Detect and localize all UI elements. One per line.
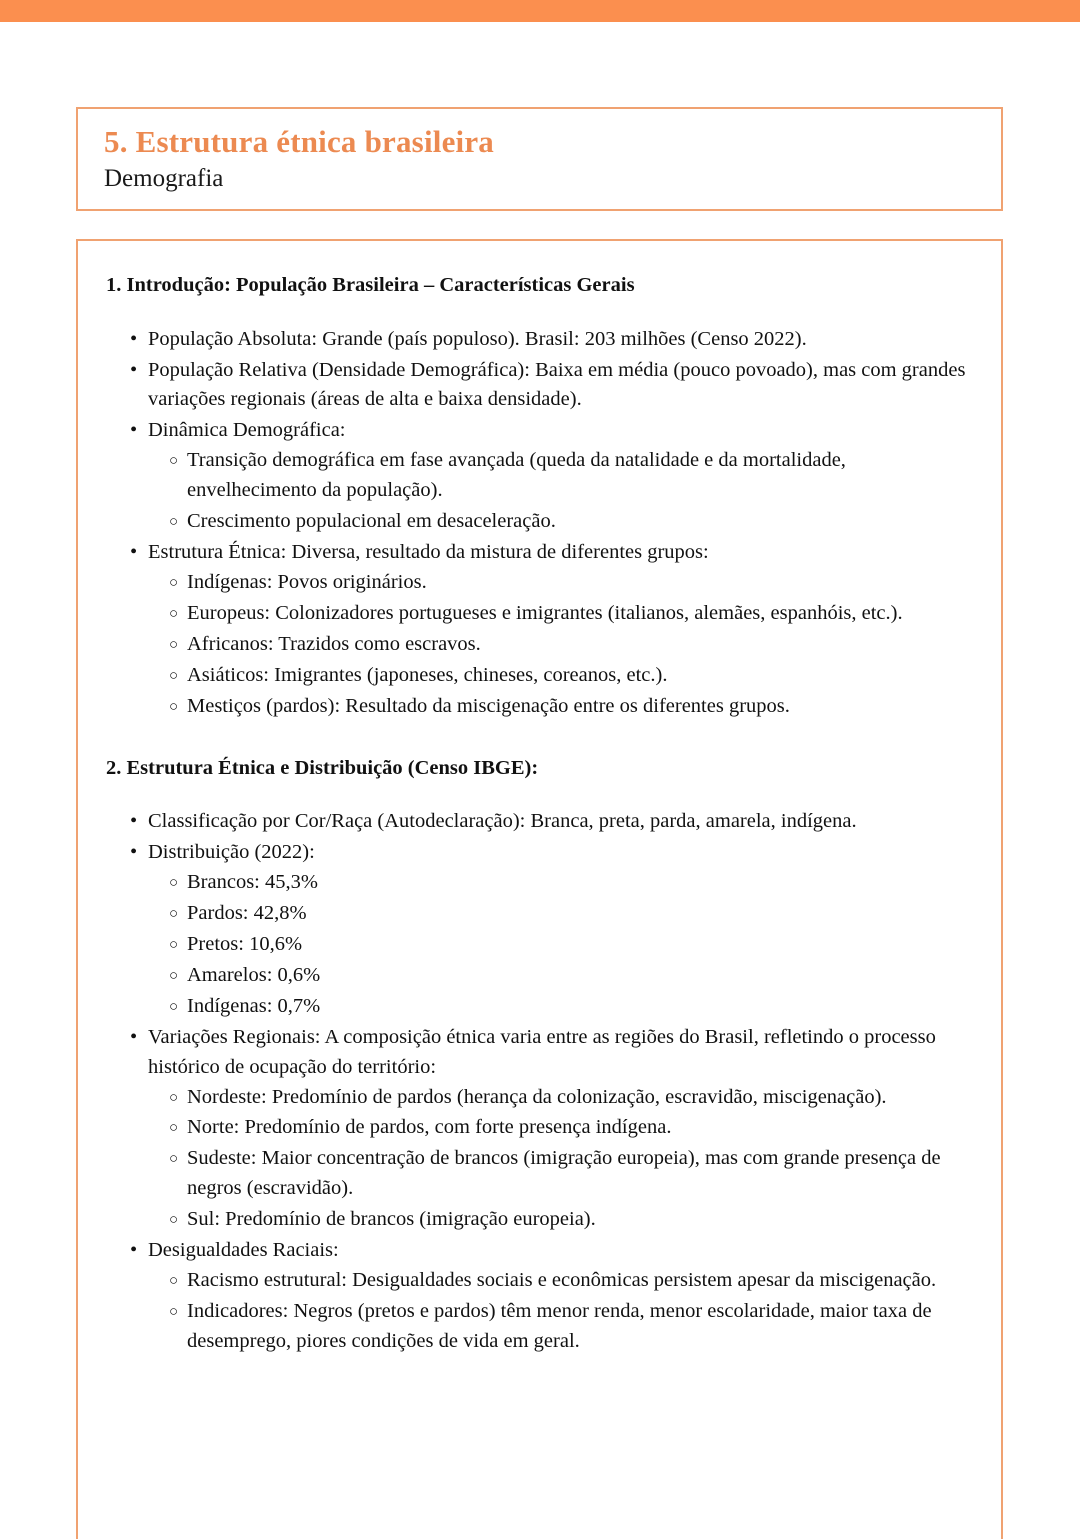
list-item [106, 325, 973, 355]
circle-bullet-icon: ○ [169, 575, 179, 591]
section-heading-1: 1. Introdução: População Brasileira – Características Gerais [106, 274, 635, 296]
circle-bullet-icon: ○ [169, 1151, 179, 1168]
sub-list-item-text: Transição demográfica em fase avançada (queda da natalidade e da mortalidade, envelhecimento da população). [187, 449, 846, 502]
sub-bullet-list [148, 1266, 973, 1357]
sub-list-item [148, 930, 973, 960]
sub-list-item [148, 599, 973, 629]
sub-list-item-text: Indígenas: Povos originários. [187, 571, 427, 593]
sub-list-item [148, 1144, 973, 1204]
bullet-marker-icon: • [130, 541, 138, 564]
sub-list-item [148, 1297, 973, 1357]
sub-list-item-text: Pardos: 42,8% [187, 902, 307, 924]
sub-list-item [148, 1083, 973, 1113]
sub-list-item-text: Norte: Predomínio de pardos, com forte presença indígena. [187, 1116, 672, 1139]
sub-list-item [148, 1266, 973, 1296]
content-body [78, 241, 1001, 1357]
list-item-text: Estrutura Étnica: Diversa, resultado da mistura de diferentes grupos: [148, 541, 709, 564]
sub-list-item-text: Nordeste: Predomínio de pardos (herança da colonização, escravidão, miscigenação). [187, 1085, 887, 1108]
sub-list-item-text: Amarelos: 0,6% [187, 963, 321, 986]
sub-list-item [148, 630, 973, 660]
bullet-marker-icon: • [130, 358, 138, 381]
list-item-text: População Relativa (Densidade Demográfica): Baixa em média (pouco povoado), mas com grandes variações regionais (áreas de alta e baixa densidade). [148, 358, 966, 411]
list-item-text: Desigualdades Raciais: [148, 1239, 339, 1262]
circle-bullet-icon: ○ [169, 1212, 179, 1229]
header-inner [78, 109, 1001, 194]
sub-list-item [148, 868, 973, 898]
sub-list-item-text: Sudeste: Maior concentração de brancos (imigração europeia), mas com grande presença de negros (escravidão). [187, 1147, 941, 1200]
bullet-marker-icon: • [130, 1025, 138, 1048]
circle-bullet-icon: ○ [169, 875, 179, 892]
circle-bullet-icon: ○ [169, 967, 179, 984]
sub-list-item [148, 661, 973, 691]
sub-list-item [148, 507, 973, 537]
sub-list-item [148, 961, 973, 991]
sub-list-item-text: Pretos: 10,6% [187, 932, 303, 955]
list-item [106, 416, 973, 537]
list-item [106, 807, 973, 837]
circle-bullet-icon: ○ [169, 636, 179, 653]
sub-list-item [148, 992, 973, 1022]
circle-bullet-icon: ○ [169, 1273, 179, 1290]
sub-list-item-text: Asiáticos: Imigrantes (japoneses, chineses, coreanos, etc.). [187, 663, 668, 686]
circle-bullet-icon: ○ [169, 998, 179, 1015]
sub-list-item-text: Indígenas: 0,7% [187, 994, 321, 1017]
sub-list-item-text: Sul: Predomínio de brancos (imigração europeia). [187, 1208, 596, 1231]
sub-list-item-text: Brancos: 45,3% [187, 871, 318, 894]
sub-list-item [148, 1205, 973, 1235]
list-item [106, 838, 973, 1022]
sub-bullet-list [148, 868, 973, 1022]
circle-bullet-icon: ○ [169, 906, 179, 922]
bullet-marker-icon: • [130, 327, 138, 350]
sub-list-item-text: Crescimento populacional em desaceleração. [187, 510, 556, 533]
page-title: 5. Estrutura étnica brasileira [104, 124, 495, 159]
sub-list-item-text: Racismo estrutural: Desigualdades sociais e econômicas persistem apesar da miscigenação. [187, 1269, 937, 1292]
bullet-list-section-1 [106, 325, 973, 722]
sub-bullet-list [148, 1083, 973, 1236]
document-header-box [76, 107, 1003, 211]
circle-bullet-icon: ○ [169, 453, 179, 470]
list-item-text: Classificação por Cor/Raça (Autodeclaração): Branca, preta, parda, amarela, indígena. [148, 810, 857, 833]
page-subtitle: Demografia [104, 164, 224, 192]
circle-bullet-icon: ○ [169, 667, 179, 684]
list-item-text: Distribuição (2022): [148, 841, 315, 864]
bullet-marker-icon: • [130, 841, 138, 864]
bullet-list-section-2 [106, 807, 973, 1357]
circle-bullet-icon: ○ [169, 1303, 179, 1320]
sub-list-item-text: Europeus: Colonizadores portugueses e imigrantes (italianos, alemães, espanhóis, etc.). [187, 601, 903, 624]
section-heading-2: 2. Estrutura Étnica e Distribuição (Censo IBGE): [106, 756, 539, 779]
sub-list-item [148, 899, 973, 929]
sub-list-item-text: Indicadores: Negros (pretos e pardos) têm menor renda, menor escolaridade, maior taxa de desemprego, piores condições de vida em geral. [187, 1299, 932, 1352]
list-item-text: Dinâmica Demográfica: [148, 419, 346, 442]
sub-list-item [148, 692, 973, 722]
sub-list-item [148, 446, 973, 506]
list-item [106, 1023, 973, 1235]
bullet-marker-icon: • [130, 419, 138, 442]
circle-bullet-icon: ○ [169, 936, 179, 953]
bullet-marker-icon: • [130, 810, 138, 833]
sub-list-item-text: Africanos: Trazidos como escravos. [187, 632, 481, 655]
circle-bullet-icon: ○ [169, 514, 179, 531]
list-item [106, 356, 973, 416]
sub-list-item-text: Mestiços (pardos): Resultado da miscigenação entre os diferentes grupos. [187, 694, 790, 717]
list-item-text: Variações Regionais: A composição étnica varia entre as regiões do Brasil, refletindo o processo histórico de ocupação do território: [148, 1025, 936, 1078]
circle-bullet-icon: ○ [169, 1089, 179, 1106]
bullet-marker-icon: • [130, 1239, 138, 1262]
circle-bullet-icon: ○ [169, 1120, 179, 1137]
sub-bullet-list [148, 446, 973, 537]
top-accent-band [0, 0, 1080, 22]
sub-list-item [148, 568, 973, 598]
circle-bullet-icon: ○ [169, 698, 179, 715]
sub-bullet-list [148, 568, 973, 722]
sub-list-item [148, 1113, 973, 1143]
circle-bullet-icon: ○ [169, 605, 179, 622]
document-content-box [76, 239, 1003, 1539]
list-item [106, 1236, 973, 1357]
list-item-text: População Absoluta: Grande (país populoso). Brasil: 203 milhões (Censo 2022). [148, 327, 807, 350]
list-item [106, 538, 973, 722]
